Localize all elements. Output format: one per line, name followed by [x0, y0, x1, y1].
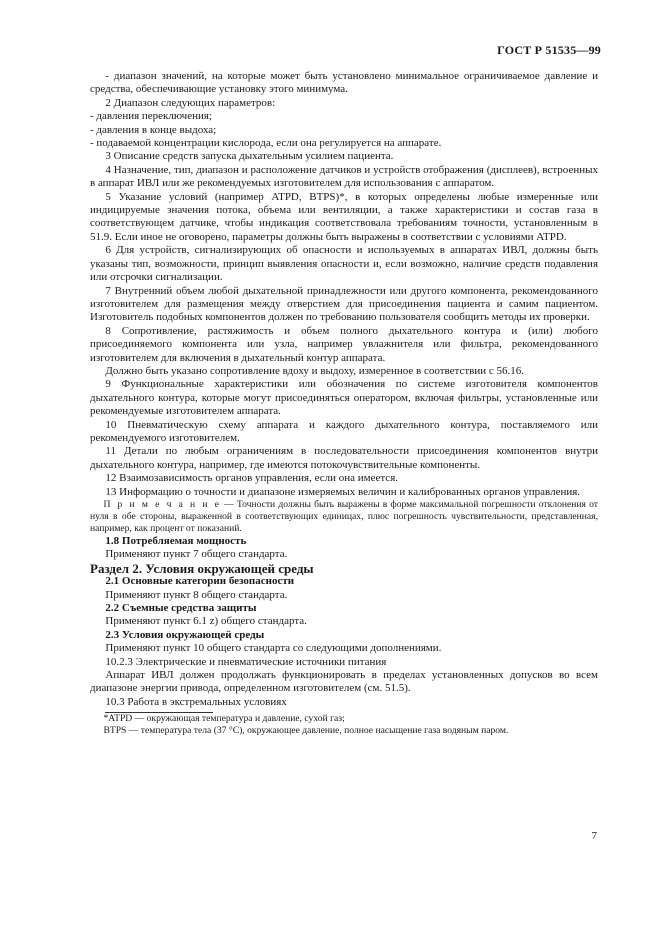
paragraph: 6 Для устройств, сигнализирующих об опасности и используемых в аппаратах ИВЛ, должны быть указаны тип, возможности, принцип выявления опасности и, если возможно, наличие средств подавления или отсрочки сигнализации.	[90, 244, 598, 284]
paragraph: 10.2.3 Электрические и пневматические источники питания	[105, 655, 387, 668]
paragraph: Аппарат ИВЛ должен продолжать функционировать в пределах установленных допусков во всем диапазоне энергии привода, определенном изготовителем (см. 51.5).	[90, 669, 598, 695]
document-body	[90, 70, 598, 737]
page-number: 7	[591, 830, 597, 842]
standard-header: ГОСТ Р 51535—99	[497, 43, 601, 57]
paragraph: Должно быть указано сопротивление вдоху и выдоху, измеренное в соответствии с 56.16.	[105, 364, 525, 377]
note	[90, 499, 598, 535]
paragraph: 5 Указание условий (например ATPD, BTPS)*, в которых определены любые измеренные или индицируемые значения потока, объема или вентиляции, а также характеристики и состав газа в соответствующем датчике, чтобы индикация соответствовала требованиям точности, установленным в 51.9. Если иное не оговорено, параметры должны быть выражены в соответствии с условиями ATPD.	[90, 190, 598, 243]
paragraph: Применяют пункт 8 общего стандарта.	[105, 588, 288, 601]
footnote: BTPS — температура тела (37 °С), окружающее давление, полное насыщение газа водяным паром.	[103, 725, 509, 737]
section-heading: Раздел 2. Условия окружающей среды	[90, 560, 314, 576]
subsection-heading: 2.3 Условия окружающей среды	[105, 628, 265, 641]
paragraph: - давления переключения;	[90, 110, 212, 123]
paragraph: 8 Сопротивление, растяжимость и объем полного дыхательного контура и (или) любого присоединяемого компонента или узла, например увлажнителя или фильтра, рекомендованного изготовителем для включения в дыхательный контур аппарата.	[90, 324, 598, 364]
paragraph: Применяют пункт 6.1 z) общего стандарта.	[105, 615, 307, 628]
paragraph: 4 Назначение, тип, диапазон и расположение датчиков и устройств отображения (дисплеев), встроенных в аппарат ИВЛ или же рекомендуемых изготовителем для использования с аппаратом.	[90, 163, 598, 190]
note-label: П р и м е ч а н и е	[103, 499, 221, 510]
paragraph: 12 Взаимозависимость органов управления, если она имеется.	[105, 472, 398, 485]
paragraph: Применяют пункт 7 общего стандарта.	[105, 548, 288, 561]
paragraph: 13 Информацию о точности и диапазоне измеряемых величин и калиброванных органов управления.	[105, 485, 581, 498]
subsection-heading: 2.2 Съемные средства защиты	[105, 602, 257, 615]
paragraph: 2 Диапазон следующих параметров:	[105, 96, 276, 109]
subsection-heading: 2.1 Основные категории безопасности	[105, 575, 295, 588]
paragraph: 10 Пневматическую схему аппарата и каждого дыхательного контура, поставляемого или рекомендуемого изготовителем.	[90, 418, 598, 444]
subsection-heading: 1.8 Потребляемая мощность	[105, 535, 247, 547]
paragraph: - давления в конце выдоха;	[90, 123, 217, 136]
paragraph: 11 Детали по любым ограничениям в последовательности присоединения компонентов внутри дыхательного контура, например, где имеются потокочувствительные компоненты.	[90, 445, 598, 471]
paragraph: Применяют пункт 10 общего стандарта со следующими дополнениями.	[105, 642, 442, 655]
paragraph: - подаваемой концентрации кислорода, если она регулируется на аппарате.	[90, 137, 442, 150]
footnote: *ATPD — окружающая температура и давление, сухой газ;	[103, 713, 345, 725]
paragraph: 10.3 Работа в экстремальных условиях	[105, 695, 287, 708]
paragraph: 3 Описание средств запуска дыхательным усилием пациента.	[105, 150, 394, 163]
paragraph: 7 Внутренний объем любой дыхательной принадлежности или другого компонента, рекомендованного изготовителем для размещения между отверстием для присоединения пациента и самим пациентом. Изготовитель подобных компонентов должен по требованию пользователя сообщить методы их проверки.	[90, 284, 598, 324]
paragraph: 9 Функциональные характеристики или обозначения по системе изготовителя компонентов дыхательного контура, которые могут присоединяться оператором, включая фильтры, установленные или рекомендуемые изготовителем аппарата.	[90, 378, 598, 418]
paragraph: - диапазон значений, на которые может быть установлено минимальное ограничиваемое давление и средства, обеспечивающие установку этого минимума.	[90, 70, 598, 96]
note-text: — Точности должны быть выражены в форме максимальной погрешности отклонения от нуля в обе стороны, выраженной в соответствующих единицах, плюс погрешность чувствительности, представленная, например, как процент от показаний.	[90, 499, 599, 534]
